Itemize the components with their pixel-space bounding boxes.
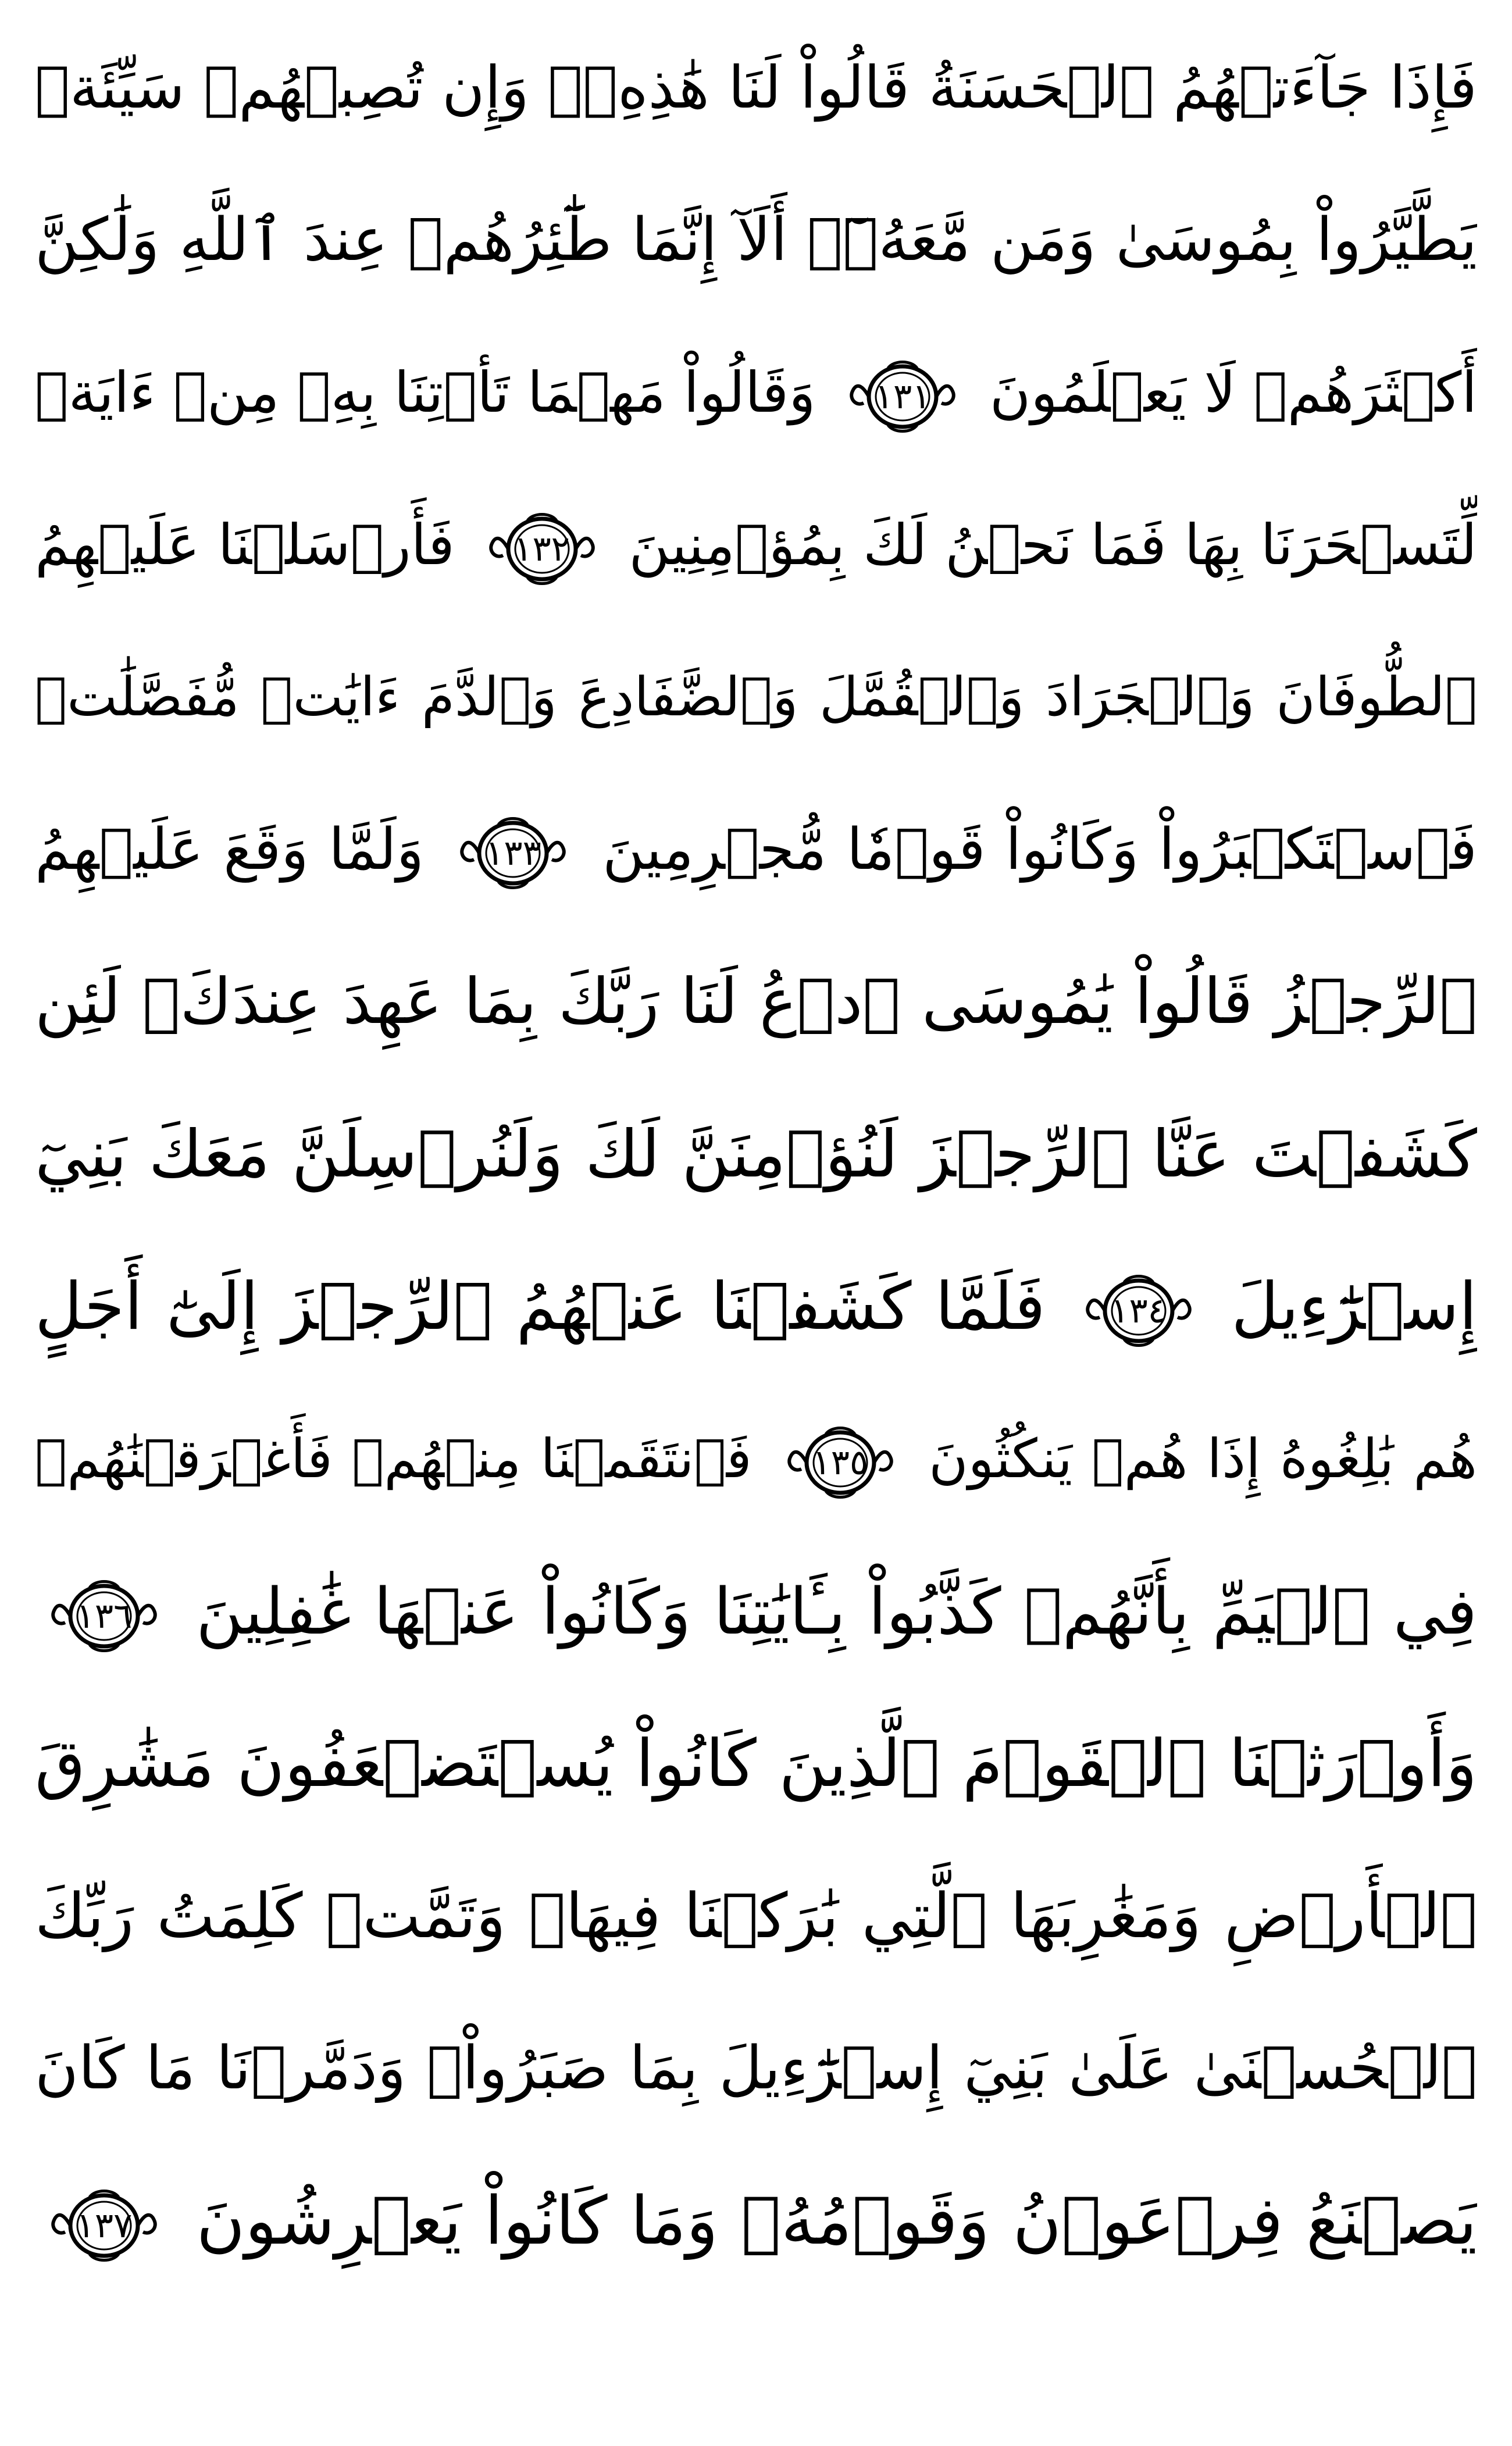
verse-line xyxy=(35,1688,1477,1840)
ayah-number-marker xyxy=(847,353,958,440)
verse-text: يَطَّيَّرُواْ بِمُوسَىٰ وَمَن مَّعَهُۥٓۗ أَلَآ إِنَّمَا طَٰٓئِرُهُمۡ عِندَ ٱللَّهِ وَلَٰكِنَّ xyxy=(35,205,1477,274)
verse-line xyxy=(35,1535,1477,1688)
verse-text: وَأَوۡرَثۡنَا ٱلۡقَوۡمَ ٱلَّذِينَ كَانُواْ يُسۡتَضۡعَفُونَ مَشَٰرِقَ xyxy=(35,1726,1477,1802)
ayah-number: ١٣١ xyxy=(874,376,931,417)
ayah-number-marker xyxy=(487,505,597,593)
ayah-number-marker xyxy=(49,2182,159,2269)
verse-line xyxy=(35,1383,1477,1535)
mushaf-page xyxy=(35,0,1477,2446)
verse-line xyxy=(35,1231,1477,1383)
verse-line xyxy=(35,773,1477,926)
ayah-number-marker xyxy=(458,810,568,897)
verse-line xyxy=(35,164,1477,316)
verse-text: هُم بَٰلِغُوهُ إِذَا هُمۡ يَنكُثُونَ xyxy=(929,1428,1477,1490)
verse-text: إِسۡرَٰٓءِيلَ xyxy=(1231,1269,1477,1345)
ayah-number: ١٣٦ xyxy=(76,1595,133,1636)
verse-line xyxy=(35,1992,1477,2145)
verse-text: فَٱسۡتَكۡبَرُواْ وَكَانُواْ قَوۡمٗا مُّجۡرِمِينَ xyxy=(602,816,1477,883)
verse-text: لِّتَسۡحَرَنَا بِهَا فَمَا نَحۡنُ لَكَ بِمُؤۡمِنِينَ xyxy=(629,512,1477,577)
verse-line xyxy=(35,1078,1477,1231)
verse-line xyxy=(35,621,1477,773)
ayah-number: ١٣٣ xyxy=(485,833,541,874)
ayah-number: ١٣٤ xyxy=(1110,1290,1167,1332)
verse-line xyxy=(35,316,1477,469)
verse-text: كَشَفۡتَ عَنَّا ٱلرِّجۡزَ لَنُؤۡمِنَنَّ لَكَ وَلَنُرۡسِلَنَّ مَعَكَ بَنِيٓ xyxy=(35,1117,1477,1192)
verse-text: ٱلۡحُسۡنَىٰ عَلَىٰ بَنِيٓ إِسۡرَٰٓءِيلَ بِمَا صَبَرُواْۖ وَدَمَّرۡنَا مَا كَانَ xyxy=(35,2034,1477,2103)
verse-line xyxy=(35,926,1477,1078)
verse-line xyxy=(35,469,1477,621)
verse-text: ٱلۡأَرۡضِ وَمَغَٰرِبَهَا ٱلَّتِي بَٰرَكۡنَا فِيهَاۖ وَتَمَّتۡ كَلِمَتُ رَبِّكَ xyxy=(35,1880,1477,1952)
verse-text: فَإِذَا جَآءَتۡهُمُ ٱلۡحَسَنَةُ قَالُواْ لَنَا هَٰذِهِۦۖ وَإِن تُصِبۡهُمۡ سَيِّئَةٞ xyxy=(35,54,1477,122)
verse-text: فِي ٱلۡيَمِّ بِأَنَّهُمۡ كَذَّبُواْ بِـَٔايَٰتِنَا وَكَانُواْ عَنۡهَا غَٰفِلِينَ xyxy=(196,1574,1477,1649)
verse-text: ٱلرِّجۡزُ قَالُواْ يَٰمُوسَى ٱدۡعُ لَنَا رَبَّكَ بِمَا عَهِدَ عِندَكَۖ لَئِن xyxy=(35,965,1477,1038)
verse-text: فَلَمَّا كَشَفۡنَا عَنۡهُمُ ٱلرِّجۡزَ إِلَىٰٓ أَجَلٍ xyxy=(35,1269,1046,1345)
verse-text: وَلَمَّا وَقَعَ عَلَيۡهِمُ xyxy=(35,816,424,883)
verse-text: أَكۡثَرَهُمۡ لَا يَعۡلَمُونَ xyxy=(989,360,1477,425)
verse-line xyxy=(35,12,1477,164)
ayah-number: ١٣٥ xyxy=(812,1442,869,1483)
verse-text: ٱلطُّوفَانَ وَٱلۡجَرَادَ وَٱلۡقُمَّلَ وَٱلضَّفَادِعَ وَٱلدَّمَ ءَايَٰتٖ مُّفَصَّلَٰتٖ xyxy=(35,666,1477,728)
verse-text: فَٱنتَقَمۡنَا مِنۡهُمۡ فَأَغۡرَقۡنَٰهُمۡ xyxy=(35,1428,752,1490)
verse-line xyxy=(35,1840,1477,1992)
ayah-number-marker xyxy=(785,1419,896,1506)
verse-line xyxy=(35,2145,1477,2297)
ayah-number: ١٣٢ xyxy=(513,528,570,569)
ayah-number-marker xyxy=(1083,1267,1194,1354)
ayah-number-marker xyxy=(49,1573,159,1660)
verse-text: فَأَرۡسَلۡنَا عَلَيۡهِمُ xyxy=(35,512,455,577)
verse-text: يَصۡنَعُ فِرۡعَوۡنُ وَقَوۡمُهُۥ وَمَا كَانُواْ يَعۡرِشُونَ xyxy=(196,2182,1477,2259)
ayah-number: ١٣٧ xyxy=(76,2205,133,2246)
verse-text: وَقَالُواْ مَهۡمَا تَأۡتِنَا بِهِۦ مِنۡ ءَايَةٖ xyxy=(35,360,816,425)
